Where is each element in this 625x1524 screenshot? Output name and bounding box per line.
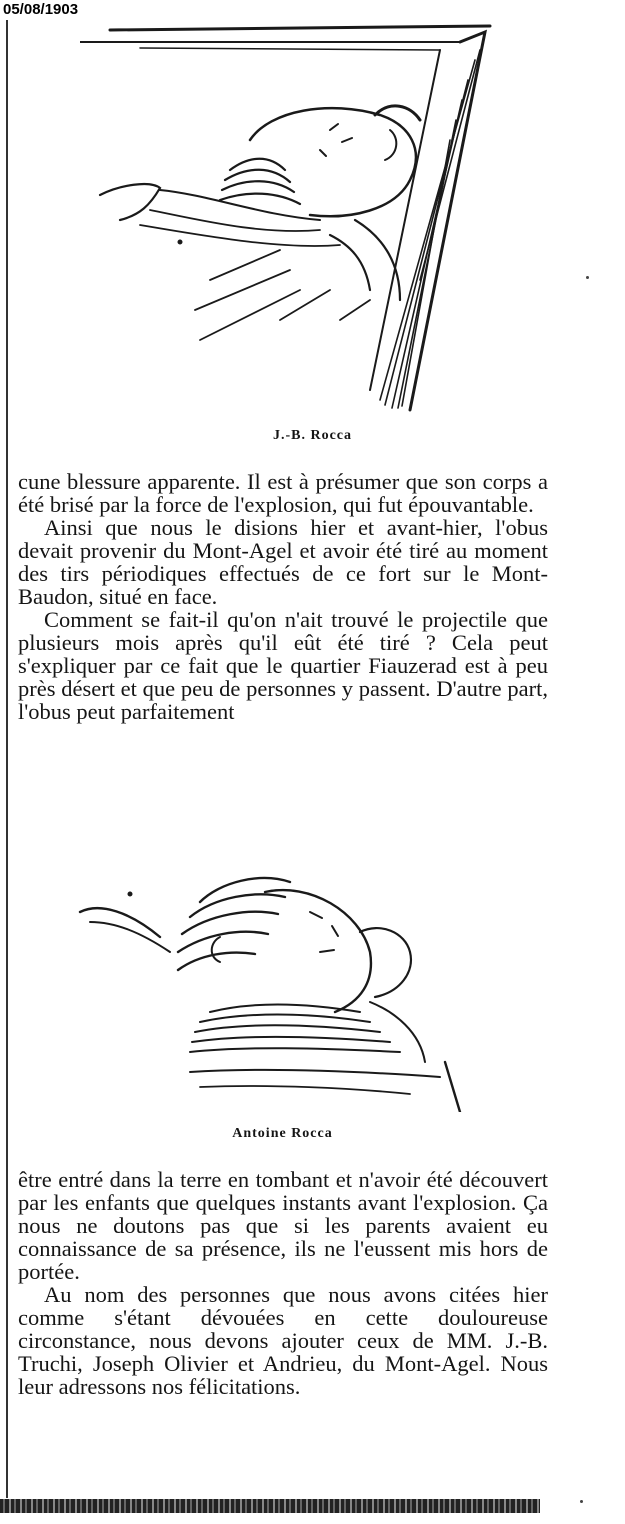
caption-jb-rocca: J.-B. Rocca: [272, 428, 353, 443]
ink-speck: [580, 1500, 583, 1503]
column-rule: [6, 20, 8, 1498]
portrait-illustration-antoine-rocca: [70, 862, 470, 1112]
paragraph: Ainsi que nous le disions hier et avant-hier, l'obus devait provenir du Mont-Agel et avoir été tiré au moment des tirs périodiques effectués de ce fort sur le Mont-Baudon, situé en face.: [18, 515, 548, 609]
article-text-block-2: [18, 1168, 548, 1398]
paragraph: cune blessure apparente. Il est à présumer que son corps a été brisé par la force de l'explosion, qui fut épouvantable.: [18, 469, 548, 517]
paragraph: être entré dans la terre en tombant et n'avoir été découvert par les enfants que quelques instants avant l'explosion. Ça nous ne doutons pas que si les parents avaient eu connaissance de sa présence, ils ne l'eussent mis hors de portée.: [18, 1167, 548, 1284]
paragraph: Au nom des personnes que nous avons citées hier comme s'étant dévouées en cette douloureuse circonstance, nous devons ajouter ceux de MM. J.-B. Truchi, Joseph Olivier et Andrieu, du Mont-Agel. Nous leur adressons nos félicitations.: [18, 1282, 548, 1399]
paragraph: Comment se fait-il qu'on n'ait trouvé le projectile que plusieurs mois après qu'il eût été tiré ? Cela peut s'expliquer par ce fait que le quartier Fiauzerad est à peu près désert et que peu de personnes y passent. D'autre part, l'obus peut parfaitement: [18, 607, 548, 724]
caption-antoine-rocca: Antoine Rocca: [232, 1126, 333, 1141]
date-stamp: 05/08/1903: [0, 0, 82, 20]
bottom-rule: [0, 1499, 540, 1513]
ink-speck: [586, 276, 589, 279]
article-text-block-1: [18, 470, 548, 723]
portrait-illustration-jb-rocca: [80, 20, 500, 420]
